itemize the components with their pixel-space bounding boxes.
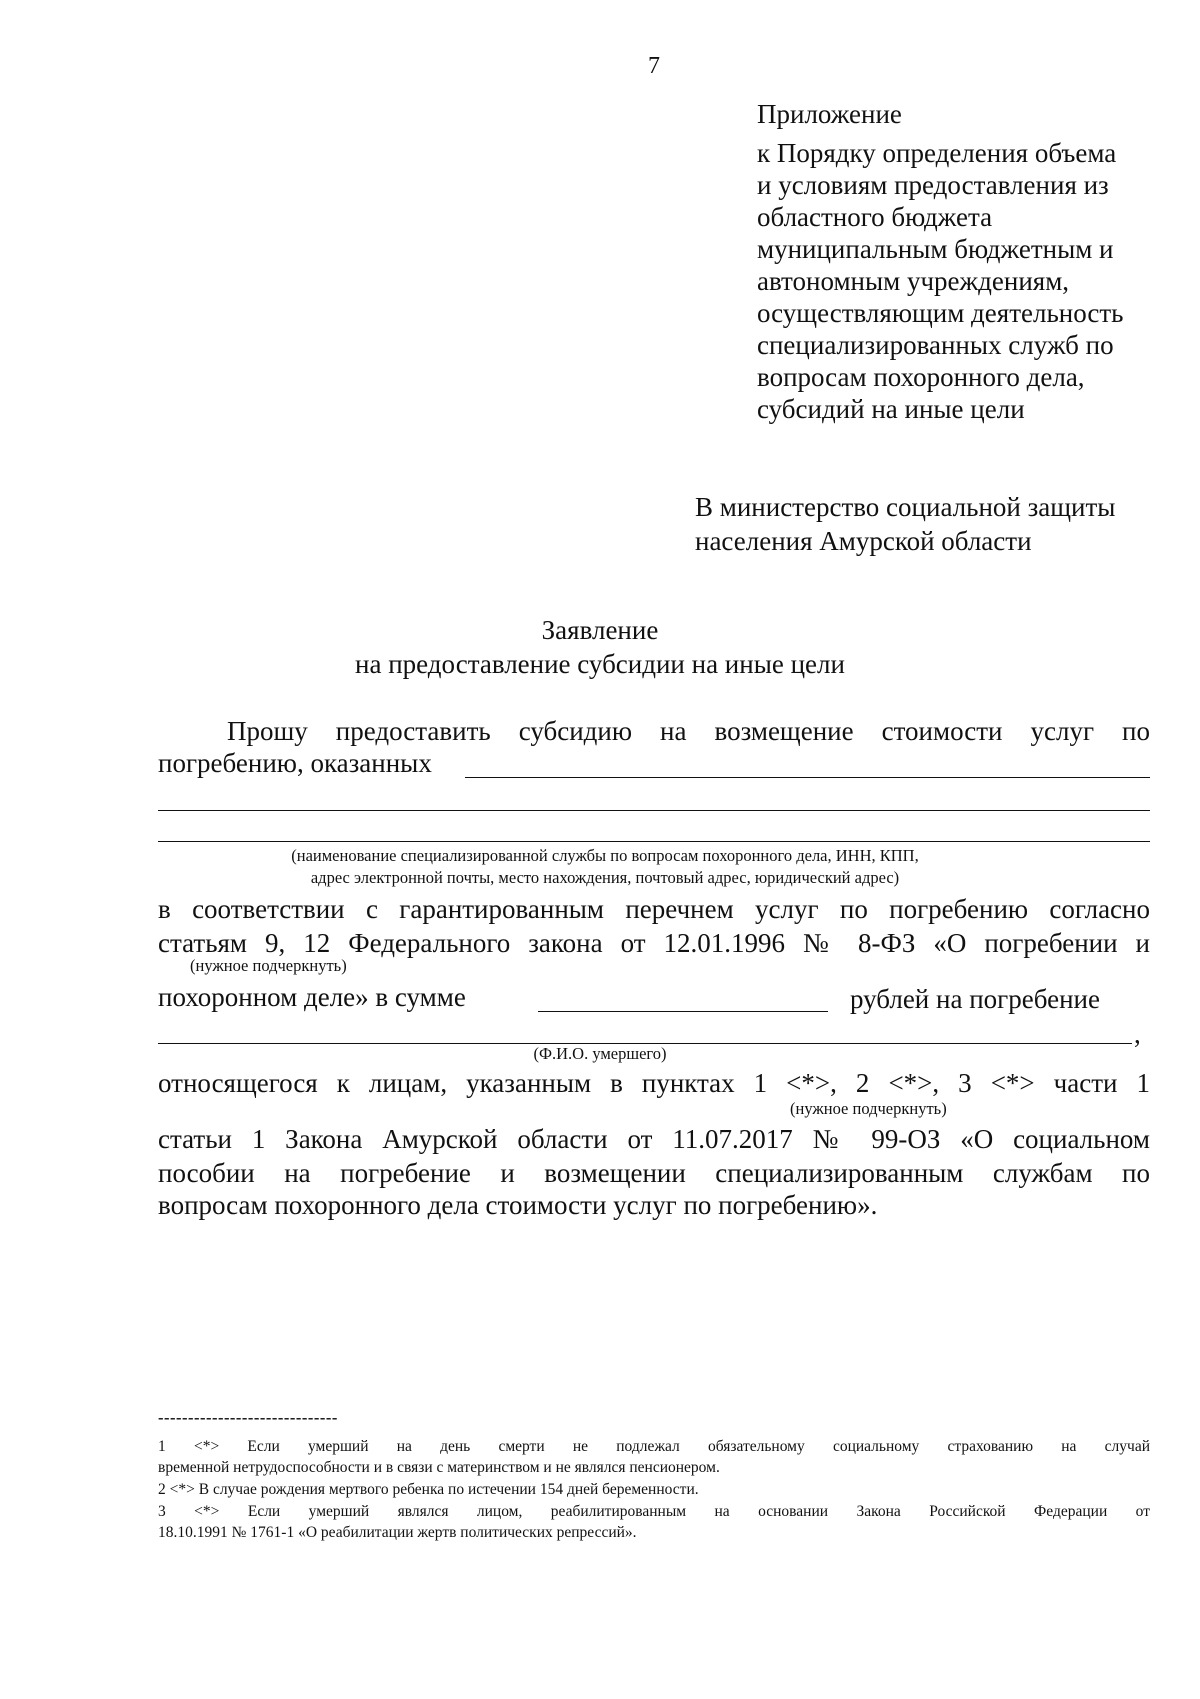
page-number: 7	[648, 53, 660, 79]
footnote-2: 2 <*> В случае рождения мертвого ребенка по истечении 154 дней беременности.	[158, 1481, 699, 1498]
body-line: вопросам похоронного дела стоимости услуг по погребению».	[158, 1190, 878, 1220]
body-line: рублей на погребение	[850, 984, 1100, 1014]
body-line: статьи 1 Закона Амурской области от 11.07.2017 № 99-ОЗ «О социальном	[158, 1124, 1150, 1154]
addressee-line-1: В министерство социальной защиты	[695, 492, 1116, 522]
caption-fio: (Ф.И.О. умершего)	[533, 1044, 667, 1063]
footnote-1: временной нетрудоспособности и в связи с материнством и не являлся пенсионером.	[158, 1459, 720, 1476]
caption-underline: (нужное подчеркнуть)	[190, 956, 347, 975]
body-line: статьям 9, 12 Федерального закона от 12.01.1996 № 8-ФЗ «О погребении и	[158, 928, 1150, 958]
body-line: относящегося к лицам, указанным в пунктах 1 <*>, 2 <*>, 3 <*> части 1	[158, 1068, 1150, 1098]
appendix-line: и условиям предоставления из	[757, 170, 1109, 200]
body-line: погребению, оказанных	[158, 748, 432, 778]
appendix-line: специализированных служб по	[757, 330, 1114, 360]
fill-line-service[interactable]	[158, 841, 1150, 842]
footnote-3: 18.10.1991 № 1761-1 «О реабилитации жертв политических репрессий».	[158, 1524, 637, 1541]
footnote-separator: ------------------------------	[158, 1408, 338, 1427]
appendix-line: субсидий на иные цели	[757, 394, 1025, 424]
document-title: Заявление	[541, 615, 659, 645]
fill-line-service[interactable]	[158, 810, 1150, 811]
addressee-line-2: населения Амурской области	[695, 526, 1032, 556]
appendix-line: к Порядку определения объема	[757, 138, 1117, 168]
body-line: похоронном деле» в сумме	[158, 982, 466, 1012]
document-subtitle: на предоставление субсидии на иные цели	[355, 649, 845, 679]
appendix-line: осуществляющим деятельность	[757, 298, 1124, 328]
comma: ,	[1134, 1019, 1141, 1049]
fill-line-service[interactable]	[465, 777, 1150, 778]
appendix-line: Приложение	[757, 99, 902, 129]
caption-service: (наименование специализированной службы по вопросам похоронного дела, ИНН, КПП,	[291, 846, 919, 865]
appendix-line: муниципальным бюджетным и	[757, 234, 1114, 264]
body-line: Прошу предоставить субсидию на возмещение стоимости услуг по	[227, 716, 1150, 746]
appendix-line: вопросам похоронного дела,	[757, 362, 1085, 392]
caption-service: адрес электронной почты, место нахождения, почтовый адрес, юридический адрес)	[310, 868, 900, 887]
body-line: пособии на погребение и возмещении специализированным службам по	[158, 1158, 1150, 1188]
fill-line-sum[interactable]	[538, 1011, 828, 1012]
body-line: в соответствии с гарантированным перечнем услуг по погребению согласно	[158, 894, 1150, 924]
footnote-3: 3 <*> Если умерший являлся лицом, реабилитированным на основании Закона Российской Федерации от	[158, 1503, 1150, 1520]
footnote-1: 1 <*> Если умерший на день смерти не подлежал обязательному социальному страхованию на случай	[158, 1438, 1150, 1455]
appendix-line: областного бюджета	[757, 202, 993, 232]
appendix-line: автономным учреждениям,	[757, 266, 1070, 296]
caption-underline: (нужное подчеркнуть)	[790, 1099, 947, 1118]
